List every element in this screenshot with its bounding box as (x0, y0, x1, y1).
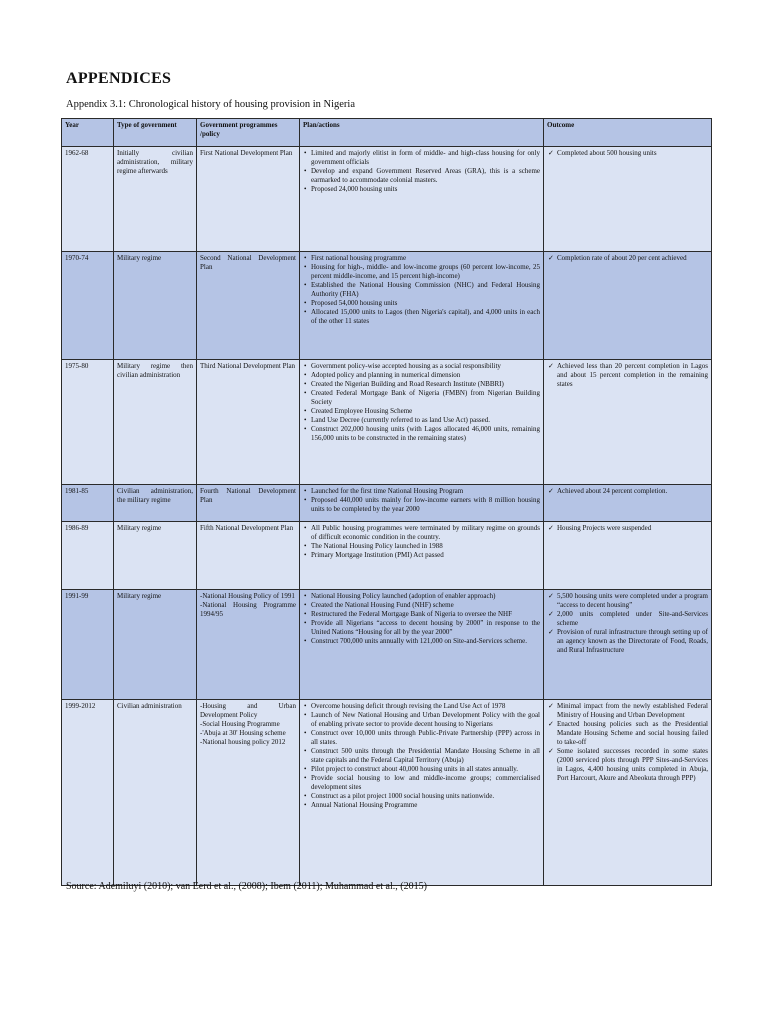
header-type-of-government: Type of government (114, 119, 197, 147)
outcome-item: ✓ Achieved about 24 percent completion. (557, 487, 708, 496)
table-row (62, 147, 712, 252)
outcome-item: ✓ Completed about 500 housing units (557, 149, 708, 158)
plan-item: • Construct over 10,000 units through Public-Private Partnership (PPP) across in all states. (311, 729, 540, 747)
outcome-list (547, 702, 708, 783)
cell-outcome (544, 360, 712, 485)
plan-item: • Created the National Housing Fund (NHF) scheme (311, 601, 540, 610)
outcome-list (547, 524, 708, 533)
programme-line: Fourth National Development Plan (200, 487, 296, 504)
plan-item: • Launch of New National Housing and Urban Development Policy with the goal of enabling private sector to provide decent housing to Nigerians (311, 711, 540, 729)
plan-item: • Provide social housing to low and middle-income groups; commercialised development sites (311, 774, 540, 792)
programme-line: First National Development Plan (200, 149, 293, 157)
outcome-list (547, 254, 708, 263)
plan-item: • Land Use Decree (currently referred to as land Use Act) passed. (311, 416, 540, 425)
plan-item: • Launched for the first time National Housing Program (311, 487, 540, 496)
cell-plan-actions (300, 360, 544, 485)
plan-item: • Established the National Housing Commission (NHC) and Federal Housing Authority (FHA) (311, 281, 540, 299)
cell-type-of-government: Military regime (114, 252, 197, 360)
plan-item: • All Public housing programmes were terminated by military regime on grounds of difficult economic condition in the country. (311, 524, 540, 542)
plan-item: • Limited and majorly elitist in form of middle- and high-class housing for only government officials (311, 149, 540, 167)
cell-year: 1962-68 (62, 147, 114, 252)
cell-type-of-government: Military regime (114, 590, 197, 700)
outcome-item: ✓ Minimal impact from the newly established Federal Ministry of Housing and Urban Development (557, 702, 708, 720)
plan-item: • The National Housing Policy launched in 1988 (311, 542, 540, 551)
outcome-item: ✓ Provision of rural infrastructure through setting up of an agency known as the Directorate of Food, Roads, and Rural Infrastructure (557, 628, 708, 655)
plan-item: • Construct 202,000 housing units (with Lagos allocated 46,000 units, remaining 156,000 units to be constructed in the remaining states) (311, 425, 540, 443)
programme-line: Third National Development Plan (200, 362, 296, 370)
programme-line: Second National Development Plan (200, 254, 296, 271)
cell-government-programmes (197, 700, 300, 886)
cell-plan-actions (300, 485, 544, 522)
outcome-item: ✓ Enacted housing policies such as the Presidential Mandate Housing Scheme and social housing failed to take-off (557, 720, 708, 747)
cell-outcome (544, 485, 712, 522)
page-heading: APPENDICES (66, 70, 172, 87)
plan-item: • Develop and expand Government Reserved Areas (GRA), this is a scheme earmarked to accommodate colonial masters. (311, 167, 540, 185)
plan-item: • Adopted policy and planning in numerical dimension (311, 371, 540, 380)
outcome-list (547, 149, 708, 158)
plan-item: • Housing for high-, middle- and low-income groups (60 percent low-income, 25 percent middle-income, and 15 percent high-income) (311, 263, 540, 281)
programme-line: Fifth National Development Plan (200, 524, 294, 532)
outcome-item: ✓ Some isolated successes recorded in some states (2000 serviced plots through PPP Sites-and-Services in Lagos, 4,400 housing units completed in Abuja, Port Harcourt, Akure and Abeokuta through PPP) (557, 747, 708, 783)
programme-line: -National Housing Programme 1994/95 (200, 601, 296, 618)
plan-item: • Restructured the Federal Mortgage Bank of Nigeria to oversee the NHF (311, 610, 540, 619)
cell-government-programmes (197, 590, 300, 700)
plan-item: • Construct 500 units through the Presidential Mandate Housing Scheme in all state capitals and the Federal Capital Territory (Abuja) (311, 747, 540, 765)
header-plan-actions: Plan/actions (300, 119, 544, 147)
plan-item: • Provide all Nigerians “access to decent housing by 2000” in response to the United Nations “Housing for all by the year 2000” (311, 619, 540, 637)
plan-item: • Primary Mortgage Institution (PMI) Act passed (311, 551, 540, 560)
table-header-row (62, 119, 712, 147)
cell-government-programmes (197, 360, 300, 485)
table-row (62, 360, 712, 485)
cell-plan-actions (300, 522, 544, 590)
table-caption: Appendix 3.1: Chronological history of housing provision in Nigeria (66, 99, 356, 110)
table-row (62, 590, 712, 700)
table-row (62, 252, 712, 360)
cell-outcome (544, 522, 712, 590)
plan-item: • Annual National Housing Programme (311, 801, 540, 810)
cell-plan-actions (300, 252, 544, 360)
plan-item: • Proposed 54,000 housing units (311, 299, 540, 308)
cell-plan-actions (300, 147, 544, 252)
cell-outcome (544, 590, 712, 700)
table-body (62, 147, 712, 886)
programme-line: -Housing and Urban Development Policy (200, 702, 296, 719)
cell-year: 1975-80 (62, 360, 114, 485)
cell-type-of-government: Initially civilian administration, military regime afterwards (114, 147, 197, 252)
table-row (62, 700, 712, 886)
plan-item: • Created Federal Mortgage Bank of Nigeria (FMBN) from Nigerian Building Society (311, 389, 540, 407)
table-row (62, 485, 712, 522)
cell-year: 1986-89 (62, 522, 114, 590)
cell-outcome (544, 147, 712, 252)
cell-government-programmes (197, 485, 300, 522)
plan-list (303, 487, 540, 514)
programme-line: -National housing policy 2012 (200, 738, 286, 746)
plan-list (303, 592, 540, 646)
plan-item: • Allocated 15,000 units to Lagos (then Nigeria's capital), and 4,000 units in each of the other 11 states (311, 308, 540, 326)
cell-government-programmes (197, 252, 300, 360)
outcome-item: ✓ 5,500 housing units were completed under a program “access to decent housing” (557, 592, 708, 610)
cell-outcome (544, 252, 712, 360)
cell-plan-actions (300, 700, 544, 886)
header-year: Year (62, 119, 114, 147)
outcome-list (547, 487, 708, 496)
header-government-programmes: Government programmes /policy (197, 119, 300, 147)
cell-type-of-government: Military regime then civilian administration (114, 360, 197, 485)
cell-government-programmes (197, 522, 300, 590)
plan-list (303, 524, 540, 560)
plan-item: • First national housing programme (311, 254, 540, 263)
housing-history-table (61, 118, 712, 886)
plan-item: • Government policy-wise accepted housing as a social responsibility (311, 362, 540, 371)
outcome-item: ✓ Completion rate of about 20 per cent achieved (557, 254, 708, 263)
cell-year: 1991-99 (62, 590, 114, 700)
outcome-item: ✓ 2,000 units completed under Site-and-Services scheme (557, 610, 708, 628)
header-outcome: Outcome (544, 119, 712, 147)
plan-list (303, 149, 540, 194)
programme-line: -'Abuja at 30' Housing scheme (200, 729, 286, 737)
plan-item: • Pilot project to construct about 40,000 housing units in all states annually. (311, 765, 540, 774)
cell-government-programmes (197, 147, 300, 252)
plan-item: • Overcome housing deficit through revising the Land Use Act of 1978 (311, 702, 540, 711)
cell-year: 1970-74 (62, 252, 114, 360)
plan-list (303, 362, 540, 443)
plan-item: • Created the Nigerian Building and Road Research Institute (NBBRI) (311, 380, 540, 389)
plan-item: • Construct as a pilot project 1000 social housing units nationwide. (311, 792, 540, 801)
plan-item: • National Housing Policy launched (adoption of enabler approach) (311, 592, 540, 601)
plan-item: • Construct 700,000 units annually with 121,000 on Site-and-Services scheme. (311, 637, 540, 646)
cell-plan-actions (300, 590, 544, 700)
table-row (62, 522, 712, 590)
cell-outcome (544, 700, 712, 886)
source-note: Source: Ademiluyi (2010); van Eerd et al., (2008); Ibem (2011); Muhammad et al., (2015) (66, 881, 427, 892)
programme-line: -National Housing Policy of 1991 (200, 592, 295, 600)
cell-year: 1981-85 (62, 485, 114, 522)
cell-type-of-government: Military regime (114, 522, 197, 590)
outcome-list (547, 592, 708, 655)
plan-item: • Proposed 440,000 units mainly for low-income earners with 8 million housing units to be completed by the year 2000 (311, 496, 540, 514)
outcome-item: ✓ Achieved less than 20 percent completion in Lagos and about 15 percent completion in the remaining states (557, 362, 708, 389)
cell-type-of-government: Civilian administration (114, 700, 197, 886)
plan-list (303, 254, 540, 326)
plan-list (303, 702, 540, 810)
plan-item: • Proposed 24,000 housing units (311, 185, 540, 194)
cell-type-of-government: Civilian administration, the military regime (114, 485, 197, 522)
outcome-list (547, 362, 708, 389)
cell-year: 1999-2012 (62, 700, 114, 886)
outcome-item: ✓ Housing Projects were suspended (557, 524, 708, 533)
programme-line: -Social Housing Programme (200, 720, 280, 728)
plan-item: • Created Employee Housing Scheme (311, 407, 540, 416)
